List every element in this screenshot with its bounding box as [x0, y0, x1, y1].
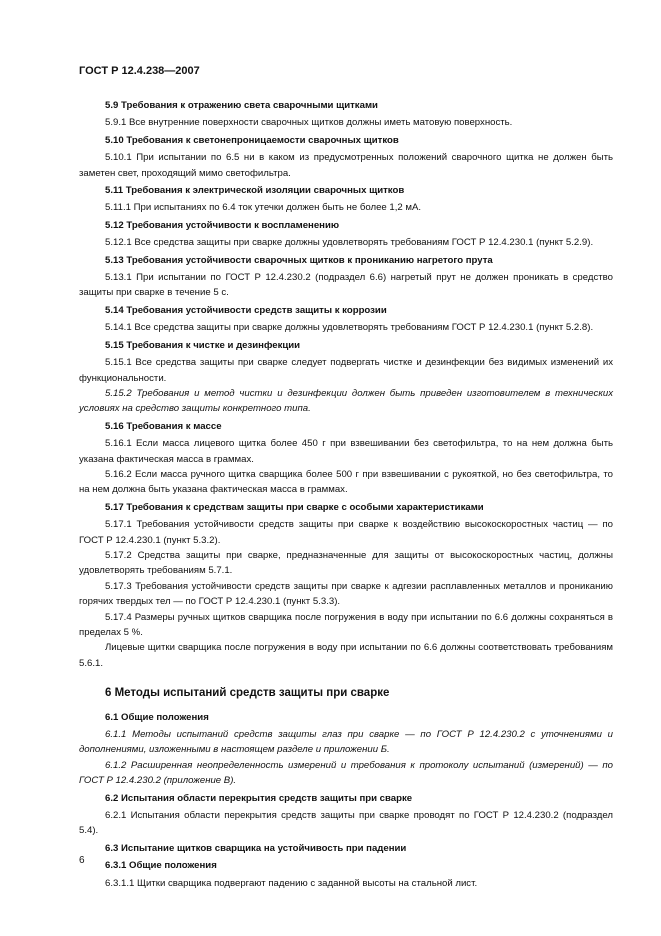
paragraph: 5.16.2 Если масса ручного щитка сварщика более 500 г при взвешивании с рукояткой, но без светофильтра, то на нем должна быть указана фактическая масса в граммах.: [79, 468, 613, 496]
section-heading: 5.14 Требования устойчивости средств защиты к коррозии: [105, 304, 387, 316]
section-heading: 6.3.1 Общие положения: [105, 860, 217, 872]
paragraph: 5.17.3 Требования устойчивости средств защиты при сварке к адгезии расплавленных металлов и прониканию горячих твердых тел — по ГОСТ Р 12.4.230.1 (пункт 5.3.3).: [79, 580, 613, 608]
section-heading: 6.2 Испытания области перекрытия средств защиты при сварке: [105, 792, 413, 804]
section-heading: 5.10 Требования к светонепроницаемости сварочных щитков: [105, 134, 399, 146]
paragraph: 6.1.1 Методы испытаний средств защиты глаз при сварке — по ГОСТ Р 12.4.230.2 с уточнениями и дополнениями, изложенными в настоящем разделе и приложении Б.: [79, 729, 613, 756]
paragraph: 6.2.1 Испытания области перекрытия средств защиты при сварке проводят по ГОСТ Р 12.4.230.2 (подраздел 5.4).: [79, 810, 613, 837]
section-heading: 5.17 Требования к средствам защиты при сварке с особыми характеристиками: [105, 501, 484, 513]
chapter-heading: 6 Методы испытаний средств защиты при сварке: [105, 687, 390, 700]
section-heading: 5.15 Требования к чистке и дезинфекции: [105, 339, 301, 351]
paragraph: 5.17.1 Требования устойчивости средств защиты при сварке к воздействию высокоскоростных частиц — по ГОСТ Р 12.4.230.1 (пункт 5.3.2).: [79, 519, 613, 546]
page-number: 6: [79, 855, 85, 866]
section-heading: 5.13 Требования устойчивости сварочных щитков к прониканию нагретого прута: [105, 254, 493, 266]
paragraph: 5.12.1 Все средства защиты при сварке должны удовлетворять требованиям ГОСТ Р 12.4.230.1 (пункт 5.2.9).: [105, 237, 594, 249]
section-heading: 6.3 Испытание щитков сварщика на устойчивость при падении: [105, 842, 407, 854]
paragraph: Лицевые щитки сварщика после погружения в воду при испытании по 6.6 должны соответствовать требованиям 5.6.1.: [79, 642, 613, 669]
paragraph: 5.13.1 При испытании по ГОСТ Р 12.4.230.2 (подраздел 6.6) нагретый прут не должен проникать в средство защиты при сварке в течение 5 с.: [79, 272, 613, 299]
paragraph: 5.14.1 Все средства защиты при сварке должны удовлетворять требованиям ГОСТ Р 12.4.230.1 (пункт 5.2.8).: [105, 322, 594, 334]
section-heading: 5.9 Требования к отражению света сварочными щитками: [105, 100, 378, 111]
document-body: [79, 96, 613, 891]
section-heading: 5.16 Требования к массе: [105, 420, 222, 432]
paragraph: 6.1.2 Расширенная неопределенность измерений и требования к протоколу испытаний (измерений) — по ГОСТ Р 12.4.230.2 (приложение В).: [79, 759, 613, 787]
section-heading: 5.11 Требования к электрической изоляции сварочных щитков: [105, 185, 405, 197]
paragraph: 5.9.1 Все внутренние поверхности сварочных щитков должны иметь матовую поверхность.: [105, 117, 513, 129]
paragraph: 5.10.1 При испытании по 6.5 ни в каком из предусмотренных положений сварочного щитка не должен быть заметен свет, проходящий мимо светофильтра.: [79, 152, 613, 179]
paragraph: 6.3.1.1 Щитки сварщика подвергают падению с заданной высоты на стальной лист.: [105, 877, 478, 889]
paragraph: 5.11.1 При испытаниях по 6.4 ток утечки должен быть не более 1,2 мА.: [105, 202, 422, 214]
paragraph: 5.16.1 Если масса лицевого щитка более 450 г при взвешивании без светофильтра, то на нем должна быть указана фактическая масса в граммах.: [79, 438, 613, 465]
paragraph: 5.15.1 Все средства защиты при сварке следует подвергать чистке и дезинфекции без видимых изменений их функциональности.: [79, 357, 613, 384]
document-header: ГОСТ Р 12.4.238—2007: [79, 65, 200, 77]
paragraph: 5.17.2 Средства защиты при сварке, предназначенные для защиты от высокоскоростных частиц, должны удовлетворять требованиям 5.7.1.: [79, 549, 613, 577]
paragraph: 5.17.4 Размеры ручных щитков сварщика после погружения в воду при испытании по 6.6 должны сохраняться в пределах 5 %.: [79, 611, 613, 638]
section-heading: 5.12 Требования устойчивости к воспламенению: [105, 219, 340, 231]
section-heading: 6.1 Общие положения: [105, 711, 209, 723]
paragraph: 5.15.2 Требования и метод чистки и дезинфекции должен быть приведен изготовителем в технических условиях на средство защиты конкретного типа.: [79, 387, 613, 415]
